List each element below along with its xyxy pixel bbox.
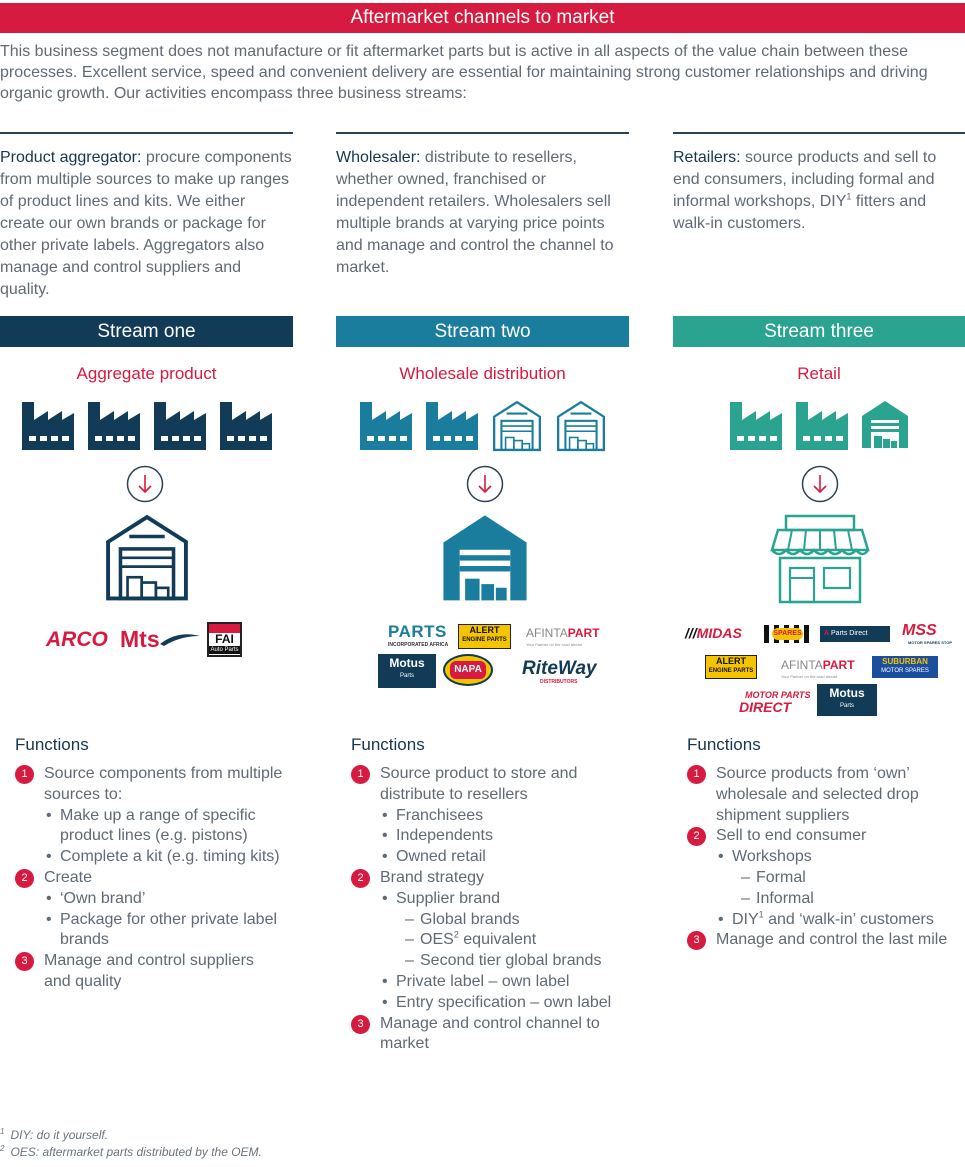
warehouse-outline-icon	[490, 398, 544, 452]
description-body: distribute to resellers, whether owned, franchised or independent retailers. Wholesalers sell multiple brands at varying price points and manage and control the channel to market.	[336, 149, 614, 276]
stream-one-header: Stream one	[0, 316, 293, 347]
description-body: procure components from multiple sources to make up ranges of product lines and kits. We either create our own brands or package for other private labels. Aggregators also manage and control suppliers and quality.	[0, 149, 292, 298]
motus-parts-logo	[817, 684, 877, 716]
stream-two-logos	[336, 622, 629, 692]
footnote-text: DIY: do it yourself.	[10, 1128, 109, 1142]
alert-engine-parts-logo	[705, 655, 757, 679]
function-item	[15, 951, 285, 993]
function-sub-item: • Private label – own label	[351, 972, 621, 993]
warehouse-outline-icon	[554, 398, 608, 452]
alert-logo-sub: ENGINE PARTS	[462, 637, 507, 643]
function-item	[15, 764, 285, 806]
mss-sub: MOTOR SPARES STOP	[908, 640, 953, 645]
factory-icon	[728, 398, 784, 450]
column-2-rule	[336, 132, 629, 134]
function-subsub-item: – Formal	[687, 868, 957, 889]
function-subsub-item	[351, 930, 621, 951]
function-text: Source products from ‘own’ wholesale and selected drop shipment suppliers	[716, 765, 919, 824]
fai-logo	[207, 622, 242, 657]
factory-icon	[218, 398, 274, 450]
function-sub-item: • Package for other private label brands	[15, 910, 285, 952]
factory-icon	[794, 398, 850, 450]
stream-one-functions	[15, 764, 285, 993]
function-number-badge: 3	[15, 952, 34, 971]
function-number-badge: 3	[351, 1015, 370, 1034]
function-sub-item: • Independents	[351, 826, 621, 847]
stream-three-subtitle: Retail	[797, 364, 841, 383]
function-number-badge: 2	[351, 869, 370, 888]
function-item	[687, 930, 957, 951]
spares-logo	[764, 625, 811, 643]
function-sub-item: • Complete a kit (e.g. timing kits)	[15, 847, 285, 868]
stream-two-functions	[351, 764, 621, 1055]
function-text: Manage and control the last mile	[716, 931, 948, 949]
function-item	[351, 1014, 621, 1056]
motus-text: Motus	[389, 656, 425, 670]
function-sub-item: • Workshops	[687, 847, 957, 868]
function-number-badge: 1	[15, 765, 34, 784]
footnote-oes	[0, 1145, 262, 1159]
factory-icon	[358, 398, 414, 450]
description-lead: Wholesaler:	[336, 149, 421, 166]
parts-logo: PARTS	[388, 622, 447, 641]
motor-parts-direct-logo: MOTOR PARTS	[745, 690, 811, 700]
part-text: PART	[567, 626, 600, 640]
factory-icon	[152, 398, 208, 450]
retail-shop-icon	[768, 510, 872, 604]
fai-logo-text: FAI	[215, 632, 234, 646]
function-sub-item	[687, 910, 957, 931]
motus-parts-logo	[378, 654, 436, 688]
riteway-logo: RiteWay	[522, 658, 597, 679]
suburban-motor-spares-logo	[872, 656, 938, 678]
warehouse-solid-icon	[860, 398, 910, 450]
walk-in-text: and ‘walk-in’ customers	[763, 910, 934, 928]
motus-sub: Parts	[839, 703, 854, 709]
parts-direct-logo: A Parts Direct	[820, 626, 890, 642]
afintapart-tagline: Your Partner on the road ahead	[781, 674, 837, 679]
factory-icon	[424, 398, 480, 450]
stream-two-header: Stream two	[336, 316, 629, 347]
intro-paragraph: This business segment does not manufacture or fit aftermarket parts but is active in all aspects of the value chain between these processes. Excellent service, speed and convenient delivery are essential for maintaining strong customer relationships and driving organic growth. Our activities encompass three business streams:	[0, 43, 928, 102]
functions-heading: Functions	[351, 735, 425, 754]
function-text: Manage and control suppliers and quality	[44, 952, 254, 990]
alert-logo-text: ALERT	[469, 625, 500, 635]
footnote-diy	[0, 1128, 108, 1142]
afintapart-tagline: Your Partner on the road ahead	[526, 642, 582, 647]
afintapart-logo	[526, 626, 600, 640]
function-text: Create	[44, 868, 93, 886]
part-text: PART	[822, 658, 855, 672]
stream-two-buildings	[336, 398, 629, 454]
description-body: source products and sell to end consumers, including formal and informal workshops, DIY	[673, 149, 937, 210]
column-1-description	[0, 147, 293, 301]
napa-logo	[443, 654, 493, 686]
description-lead: Retailers:	[673, 149, 741, 166]
description-lead: Product aggregator:	[0, 149, 142, 166]
footnote-text: OES: aftermarket parts distributed by the OEM.	[10, 1145, 262, 1159]
equivalent-text: equivalent	[463, 931, 537, 949]
afinta-text: AFINTA	[781, 658, 823, 672]
alert-logo-sub: ENGINE PARTS	[708, 668, 754, 674]
function-number-badge: 1	[687, 765, 706, 784]
stream-three-functions	[687, 764, 957, 951]
function-text: Sell to end consumer	[716, 827, 867, 845]
parts-direct-text: Parts Direct	[831, 630, 868, 637]
suburban-text: SUBURBAN	[882, 657, 928, 666]
column-2-description	[336, 147, 629, 279]
warehouse-outline-icon	[97, 510, 197, 602]
column-1-rule	[0, 132, 293, 134]
function-item	[15, 868, 285, 889]
function-text: Brand strategy	[380, 868, 485, 886]
page-banner-title: Aftermarket channels to market	[0, 3, 965, 33]
function-number-badge: 2	[15, 869, 34, 888]
motus-sub: Parts	[399, 673, 414, 679]
function-sub-item: • Make up a range of specific product lines (e.g. pistons)	[15, 806, 285, 848]
fai-logo-sub: Auto Parts	[210, 647, 239, 653]
function-sub-item: • Franchisees	[351, 806, 621, 827]
alert-logo-text: ALERT	[716, 656, 746, 666]
footnote-ref: 1	[758, 909, 764, 920]
riteway-sub: DISTRIBUTORS	[540, 679, 578, 685]
afinta-text: AFINTA	[526, 626, 568, 640]
diy-text: DIY	[732, 910, 759, 928]
function-text: Source product to store and distribute to resellers	[380, 765, 578, 803]
function-subsub-item: – Second tier global brands	[351, 951, 621, 972]
function-number-badge: 1	[351, 765, 370, 784]
warehouse-solid-icon	[434, 510, 536, 604]
functions-heading: Functions	[15, 735, 89, 754]
down-arrow-icon	[126, 465, 164, 503]
parts-logo-sub: INCORPORATED AFRICA	[388, 642, 449, 648]
stream-three-header: Stream three	[673, 316, 965, 347]
stream-one-logos	[0, 620, 293, 660]
function-item	[351, 868, 621, 889]
afintapart-logo	[781, 658, 855, 672]
motor-parts-direct-logo-main: DIRECT	[739, 699, 792, 715]
stream-one-factories	[0, 398, 293, 454]
stream-three-buildings	[673, 398, 965, 454]
oes-text: OES	[420, 931, 454, 949]
function-subsub-item: – Informal	[687, 889, 957, 910]
function-number-badge: 2	[687, 827, 706, 846]
stream-one-subtitle: Aggregate product	[76, 364, 217, 383]
factory-icon	[86, 398, 142, 450]
function-subsub-item: – Global brands	[351, 910, 621, 931]
alert-engine-parts-logo	[458, 624, 511, 649]
function-sub-item: • Entry specification – own label	[351, 993, 621, 1014]
mts-swoosh-icon	[158, 628, 202, 648]
footnote-ref: 2	[453, 930, 459, 941]
stream-two-subtitle: Wholesale distribution	[399, 364, 566, 383]
function-item	[687, 826, 957, 847]
spares-logo-text: SPARES	[772, 628, 803, 640]
function-number-badge: 3	[687, 931, 706, 950]
column-3-rule	[673, 132, 965, 134]
down-arrow-icon	[801, 465, 839, 503]
footnote-number: 1	[0, 1127, 5, 1136]
function-item	[687, 764, 957, 826]
stream-three-logos	[673, 620, 965, 720]
description-body-end: fitters and walk-in customers.	[673, 193, 927, 232]
footnote-ref: 1	[846, 191, 852, 202]
napa-text: NAPA	[450, 661, 486, 679]
function-text: Manage and control channel to market	[380, 1014, 600, 1053]
suburban-sub: MOTOR SPARES	[881, 668, 929, 674]
midas-logo: ///MIDAS	[685, 625, 742, 641]
mss-logo: MSS	[902, 622, 937, 639]
footnote-number: 2	[0, 1144, 5, 1153]
factory-icon	[20, 398, 76, 450]
midas-text: MIDAS	[696, 625, 742, 641]
down-arrow-icon	[466, 465, 504, 503]
function-text: Source components from multiple sources to:	[44, 765, 283, 803]
functions-heading: Functions	[687, 735, 761, 754]
function-sub-item: • ‘Own brand’	[15, 889, 285, 910]
mts-logo: Mts	[120, 626, 160, 652]
function-sub-item: • Supplier brand	[351, 889, 621, 910]
function-sub-item: • Owned retail	[351, 847, 621, 868]
arco-logo: ARCO	[46, 628, 108, 651]
function-item	[351, 764, 621, 806]
column-3-description	[673, 147, 965, 235]
motus-text: Motus	[829, 686, 865, 700]
